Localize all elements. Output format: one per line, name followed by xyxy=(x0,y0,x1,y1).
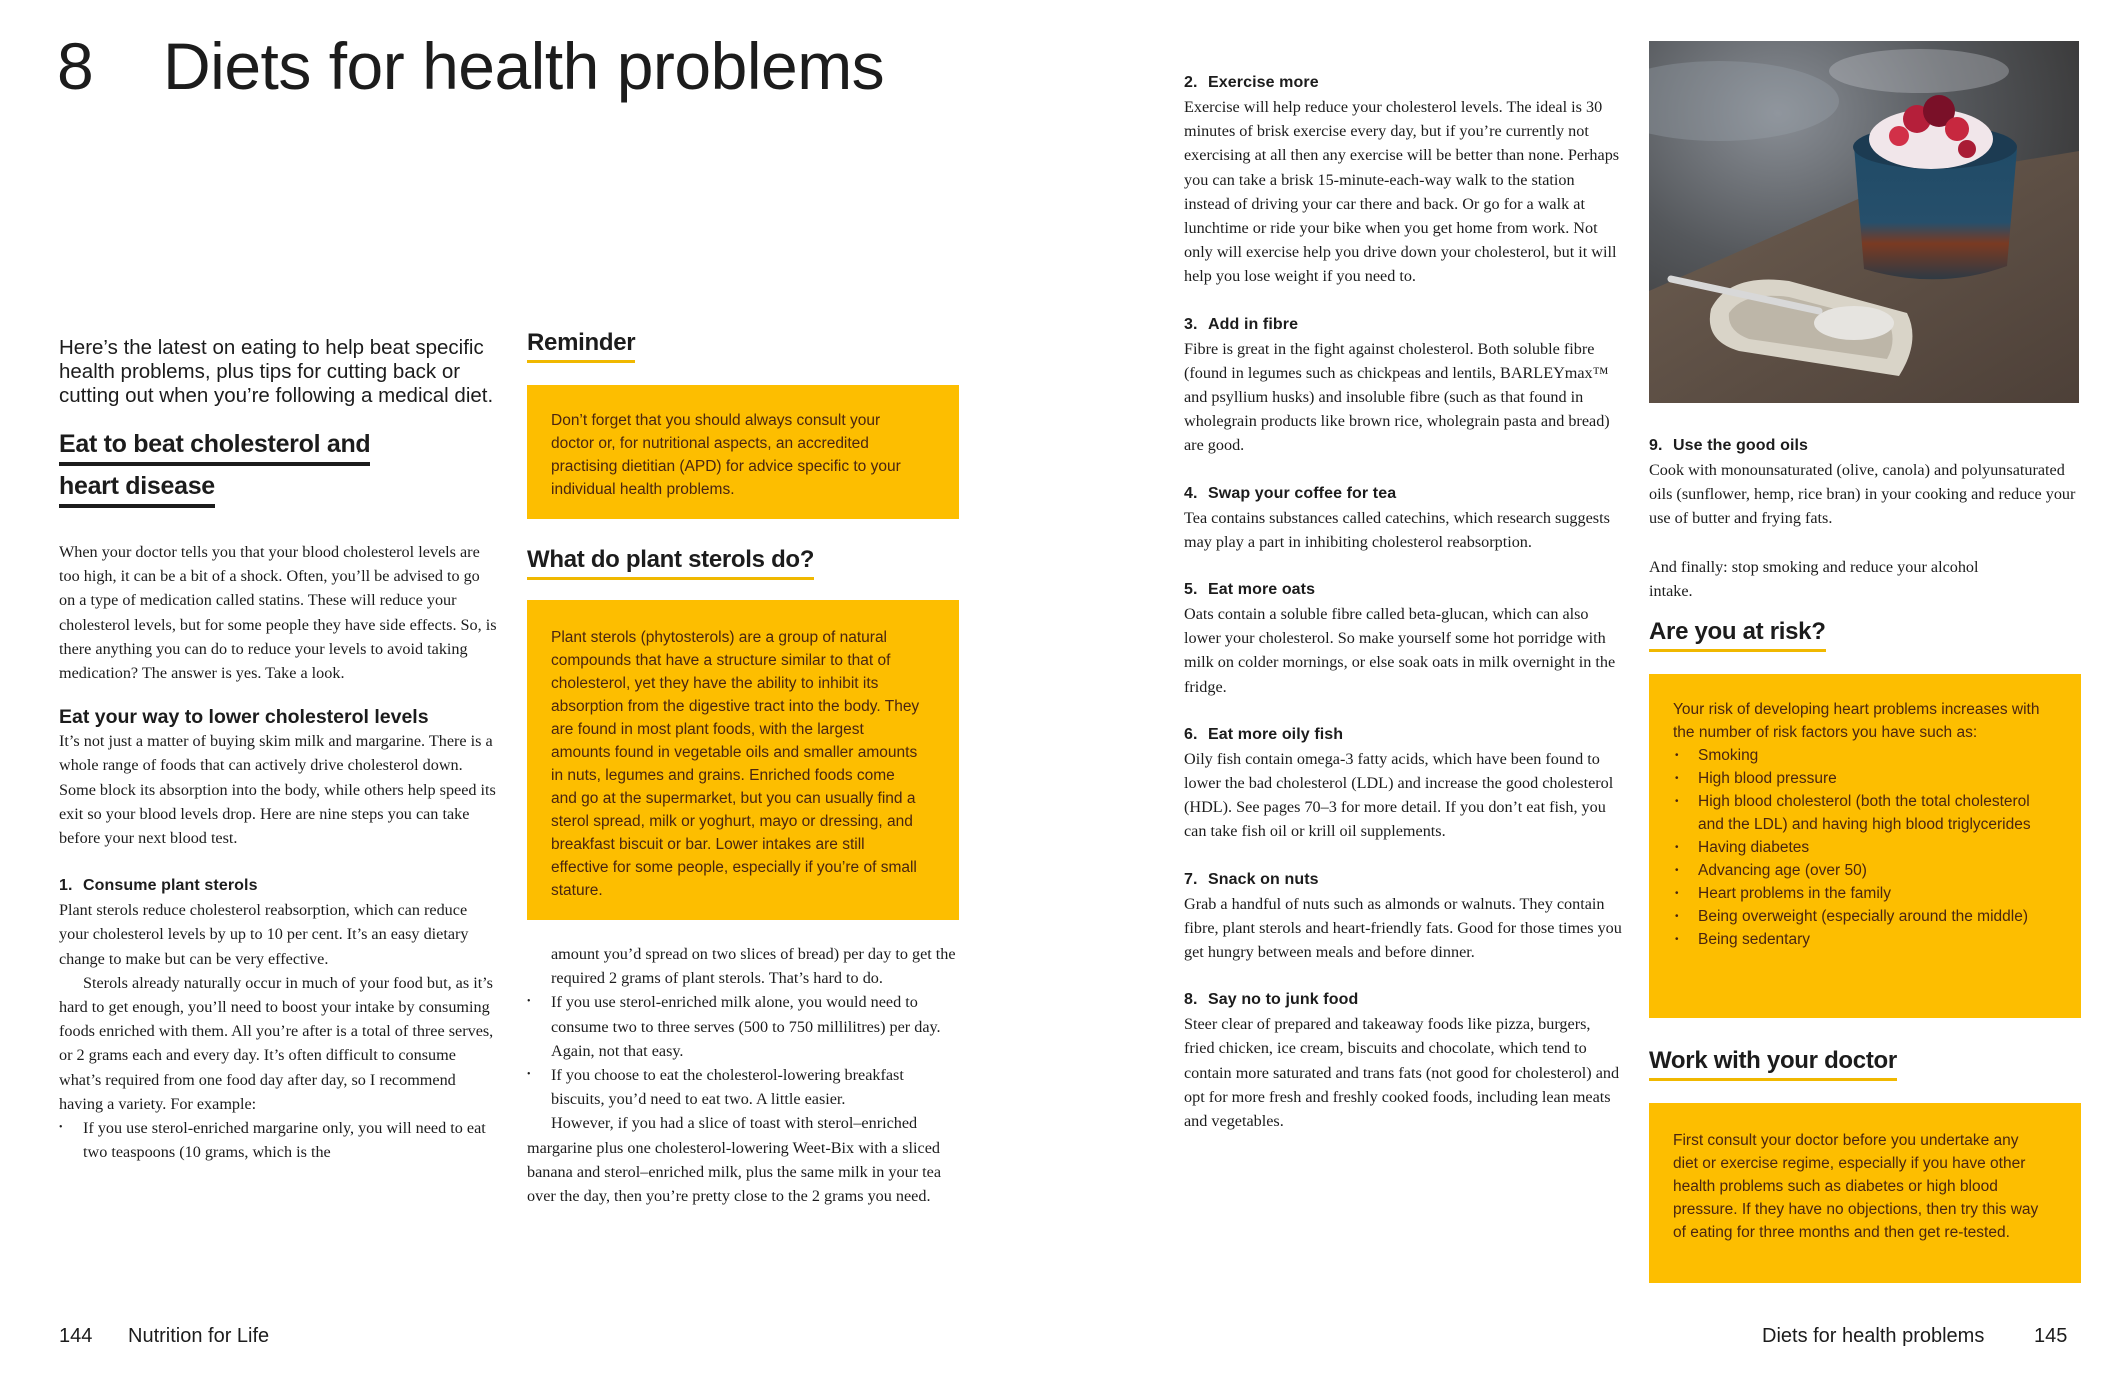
risk-factors-list xyxy=(1673,744,2045,951)
section-title-footer: Diets for health problems xyxy=(1762,1325,1985,1347)
list-item: • Smoking xyxy=(1673,744,2045,767)
list-item: • Having diabetes xyxy=(1673,836,2045,859)
step-1-body: Plant sterols reduce cholesterol reabsorption, which can reduce your cholesterol levels by up to 10 per cent. It’s an easy dietary change to make but can be very effective. Sterols already naturally occur in much of your food but, as it’s hard to get enough, you’ll need to boost your intake by consuming foods enriched with them. All you’re after is a total of three serves, or 2 grams each and every day. It’s often difficult to consume what’s required from one food day after day, so I recommend having a variety. For example: • If you use sterol-enriched margarine only, you will need to eat two teaspoons (10 grams, which is the xyxy=(59,898,499,1164)
lower-cholesterol-paragraph: It’s not just a matter of buying skim milk and margarine. There is a whole range of foods that can actively drive cholesterol down. Some block its absorption into the body, while others help speed its exit so your blood levels drop. Here are nine steps you can take before your next blood test. xyxy=(59,732,496,848)
list-item: • Being overweight (especially around the middle) xyxy=(1673,905,2045,928)
list-item: • Heart problems in the family xyxy=(1673,882,2045,905)
cholesterol-intro-paragraph: When your doctor tells you that your blood cholesterol levels are too high, it can be a bit of a shock. Often, you’ll be advised to go on a type of medication called statins. These will reduce your cholesterol levels, but for some people they have side effects. So, is there anything you can do to reduce your levels to avoid taking medication? The answer is yes. Take a look. xyxy=(59,543,497,683)
yoghurt-berries-photo xyxy=(1649,41,2079,403)
doctor-box: First consult your doctor before you undertake any diet or exercise regime, especially if you have other health problems such as diabetes or high blood pressure. If they have no objections, then try this way of eating for three months and then get re-tested. xyxy=(1649,1103,2081,1283)
plant-sterols-heading: What do plant sterols do? xyxy=(527,545,959,580)
chapter-number: 8 xyxy=(57,29,93,103)
list-item: • If you choose to eat the cholesterol-lowering breakfast biscuits, you’d need to eat two. A little easier. xyxy=(527,1063,959,1111)
step-3: 3. Add in fibre Fibre is great in the fight against cholesterol. Both soluble fibre (found in legumes such as chickpeas and lentils, BARLEYmax™ and psyllium husks) and insoluble fibre (such as that found in wholegrain products like brown rice, wholegrain pasta and bread) are good. xyxy=(1184,313,1624,458)
list-item: • Being sedentary xyxy=(1673,928,2045,951)
step-9: 9. Use the good oils Cook with monounsaturated (olive, canola) and polyunsaturated oils (sunflower, hemp, rice bran) in your cooking and reduce your use of butter and frying fats. xyxy=(1649,434,2081,531)
list-item: • High blood cholesterol (both the total cholesterol and the LDL) and having high blood triglycerides xyxy=(1673,790,2045,836)
step-2-title: 2. Exercise more xyxy=(1184,74,1319,91)
step-7: 7. Snack on nuts Grab a handful of nuts such as almonds or walnuts. They contain fibre, plant sterols and heart-friendly fats. Good for those times you get hungry between meals and before dinner. xyxy=(1184,868,1624,965)
reminder-box: Don’t forget that you should always consult your doctor or, for nutritional aspects, an accredited practising dietitian (APD) for advice specific to your individual health problems. xyxy=(527,385,959,519)
step-2: 2. Exercise more Exercise will help reduce your cholesterol levels. The ideal is 30 minutes of brisk exercise every day, but if you’re currently not exercising at all then any exercise will be better than none. Perhaps you can take a brisk 15-minute-each-way walk to the station instead of driving your car there and back. Or go for a walk at lunchtime or ride your bike when you get home from work. Not only will exercise help you drive down your cholesterol, but it will help you lose weight if you need to. xyxy=(1184,71,1624,289)
intro-paragraph: Here’s the latest on eating to help beat specific health problems, plus tips for cutting back or cutting out when you’re following a medical diet. xyxy=(59,336,494,407)
step-3-title: 3. Add in fibre xyxy=(1184,315,1299,333)
photo-illustration xyxy=(1649,41,2079,403)
list-item: • If you use sterol-enriched margarine only, you will need to eat two teaspoons (10 grams, which is the xyxy=(59,1116,499,1164)
middle-column xyxy=(527,328,959,1208)
left-page-number: 144 xyxy=(59,1325,93,1347)
step-5-title: 5. Eat more oats xyxy=(1184,581,1316,599)
risk-box: Your risk of developing heart problems increases with the number of risk factors you have such as: • Smoking • High blood pressure • High blood cholesterol (both the total cholesterol and the LDL) and having high blood triglycerides • Having diabetes • Advancing age (over 50) • Heart problems in the family • Being overweight (especially around the middle) • Being sedentary xyxy=(1649,674,2081,1018)
step-1-title: 1. Consume plant sterols xyxy=(59,877,258,895)
step-1-continued: amount you’d spread on two slices of bread) per day to get the required 2 grams of plant sterols. That’s hard to do. • If you use sterol-enriched milk alone, you would need to consume two to three serves (500 to 750 millilitres) per day. Again, not that easy. • If you choose to eat the cholesterol-lowering breakfast biscuits, you’d need to eat two. A little easier. However, if you had a slice of toast with sterol–enriched margarine plus one cholesterol-lowering Weet-Bix with a sliced banana and sterol–enriched milk, plus the same milk in your tea over the day, then you’re pretty close to the 2 grams you need. xyxy=(527,942,959,1208)
step-8: 8. Say no to junk food Steer clear of prepared and takeaway foods like pizza, burgers, fried chicken, ice cream, biscuits and chocolate, which tend to contain more saturated and trans fats (not good for cholesterol) and opt for more fresh and freshly cooked foods, including lean meats and vegetables. xyxy=(1184,988,1624,1133)
book-title: Nutrition for Life xyxy=(128,1325,270,1347)
step-4-title: 4. Swap your coffee for tea xyxy=(1184,484,1397,502)
reminder-heading: Reminder xyxy=(527,328,959,363)
step-6-title: 6. Eat more oily fish xyxy=(1184,725,1344,743)
list-item: • High blood pressure xyxy=(1673,767,2045,790)
subheading-lower-cholesterol: Eat your way to lower cholesterol levels xyxy=(59,706,429,729)
step-9-title: 9. Use the good oils xyxy=(1649,437,1809,454)
right-page-number: 145 xyxy=(2034,1325,2068,1347)
section-heading-cholesterol: Eat to beat cholesterol and heart disease xyxy=(59,426,499,510)
list-item: • Advancing age (over 50) xyxy=(1673,859,2045,882)
doctor-heading: Work with your doctor xyxy=(1649,1046,2081,1081)
step-4: 4. Swap your coffee for tea Tea contains substances called catechins, which research suggests may play a part in inhibiting cholesterol reabsorption. xyxy=(1184,482,1624,554)
finally-note: And finally: stop smoking and reduce your alcohol intake. xyxy=(1649,557,1979,600)
right-column xyxy=(1649,434,2081,1283)
step-6: 6. Eat more oily fish Oily fish contain omega-3 fatty acids, which have been found to lower the bad cholesterol (LDL) and increase the good cholesterol (HDL). See pages 70–3 for more detail. If you don’t eat fish, you can take fish oil or krill oil supplements. xyxy=(1184,723,1624,844)
plant-sterols-box: Plant sterols (phytosterols) are a group of natural compounds that have a structure similar to that of cholesterol, yet they have the ability to inhibit its absorption from the digestive tract into the body. They are found in most plant foods, with the largest amounts found in vegetable oils and smaller amounts in nuts, legumes and grains. Enriched foods come and go at the supermarket, but you can usually find a sterol spread, milk or yoghurt, mayo or dressing, and breakfast biscuit or bar. Lower intakes are still effective for some people, especially if you’re of small stature. xyxy=(527,600,959,920)
step-7-title: 7. Snack on nuts xyxy=(1184,870,1319,888)
risk-heading: Are you at risk? xyxy=(1649,617,2081,652)
steps-column xyxy=(1184,71,1624,1133)
list-item: • If you use sterol-enriched milk alone, you would need to consume two to three serves (500 to 750 millilitres) per day. Again, not that easy. xyxy=(527,990,959,1063)
step-5: 5. Eat more oats Oats contain a soluble fibre called beta-glucan, which can also lower your cholesterol. So make yourself some hot porridge with milk on colder mornings, or else soak oats in milk overnight in the fridge. xyxy=(1184,578,1624,699)
sterol-examples-list xyxy=(59,1116,499,1164)
chapter-title: Diets for health problems xyxy=(163,29,885,103)
left-column xyxy=(59,336,499,1164)
step-8-title: 8. Say no to junk food xyxy=(1184,991,1359,1009)
